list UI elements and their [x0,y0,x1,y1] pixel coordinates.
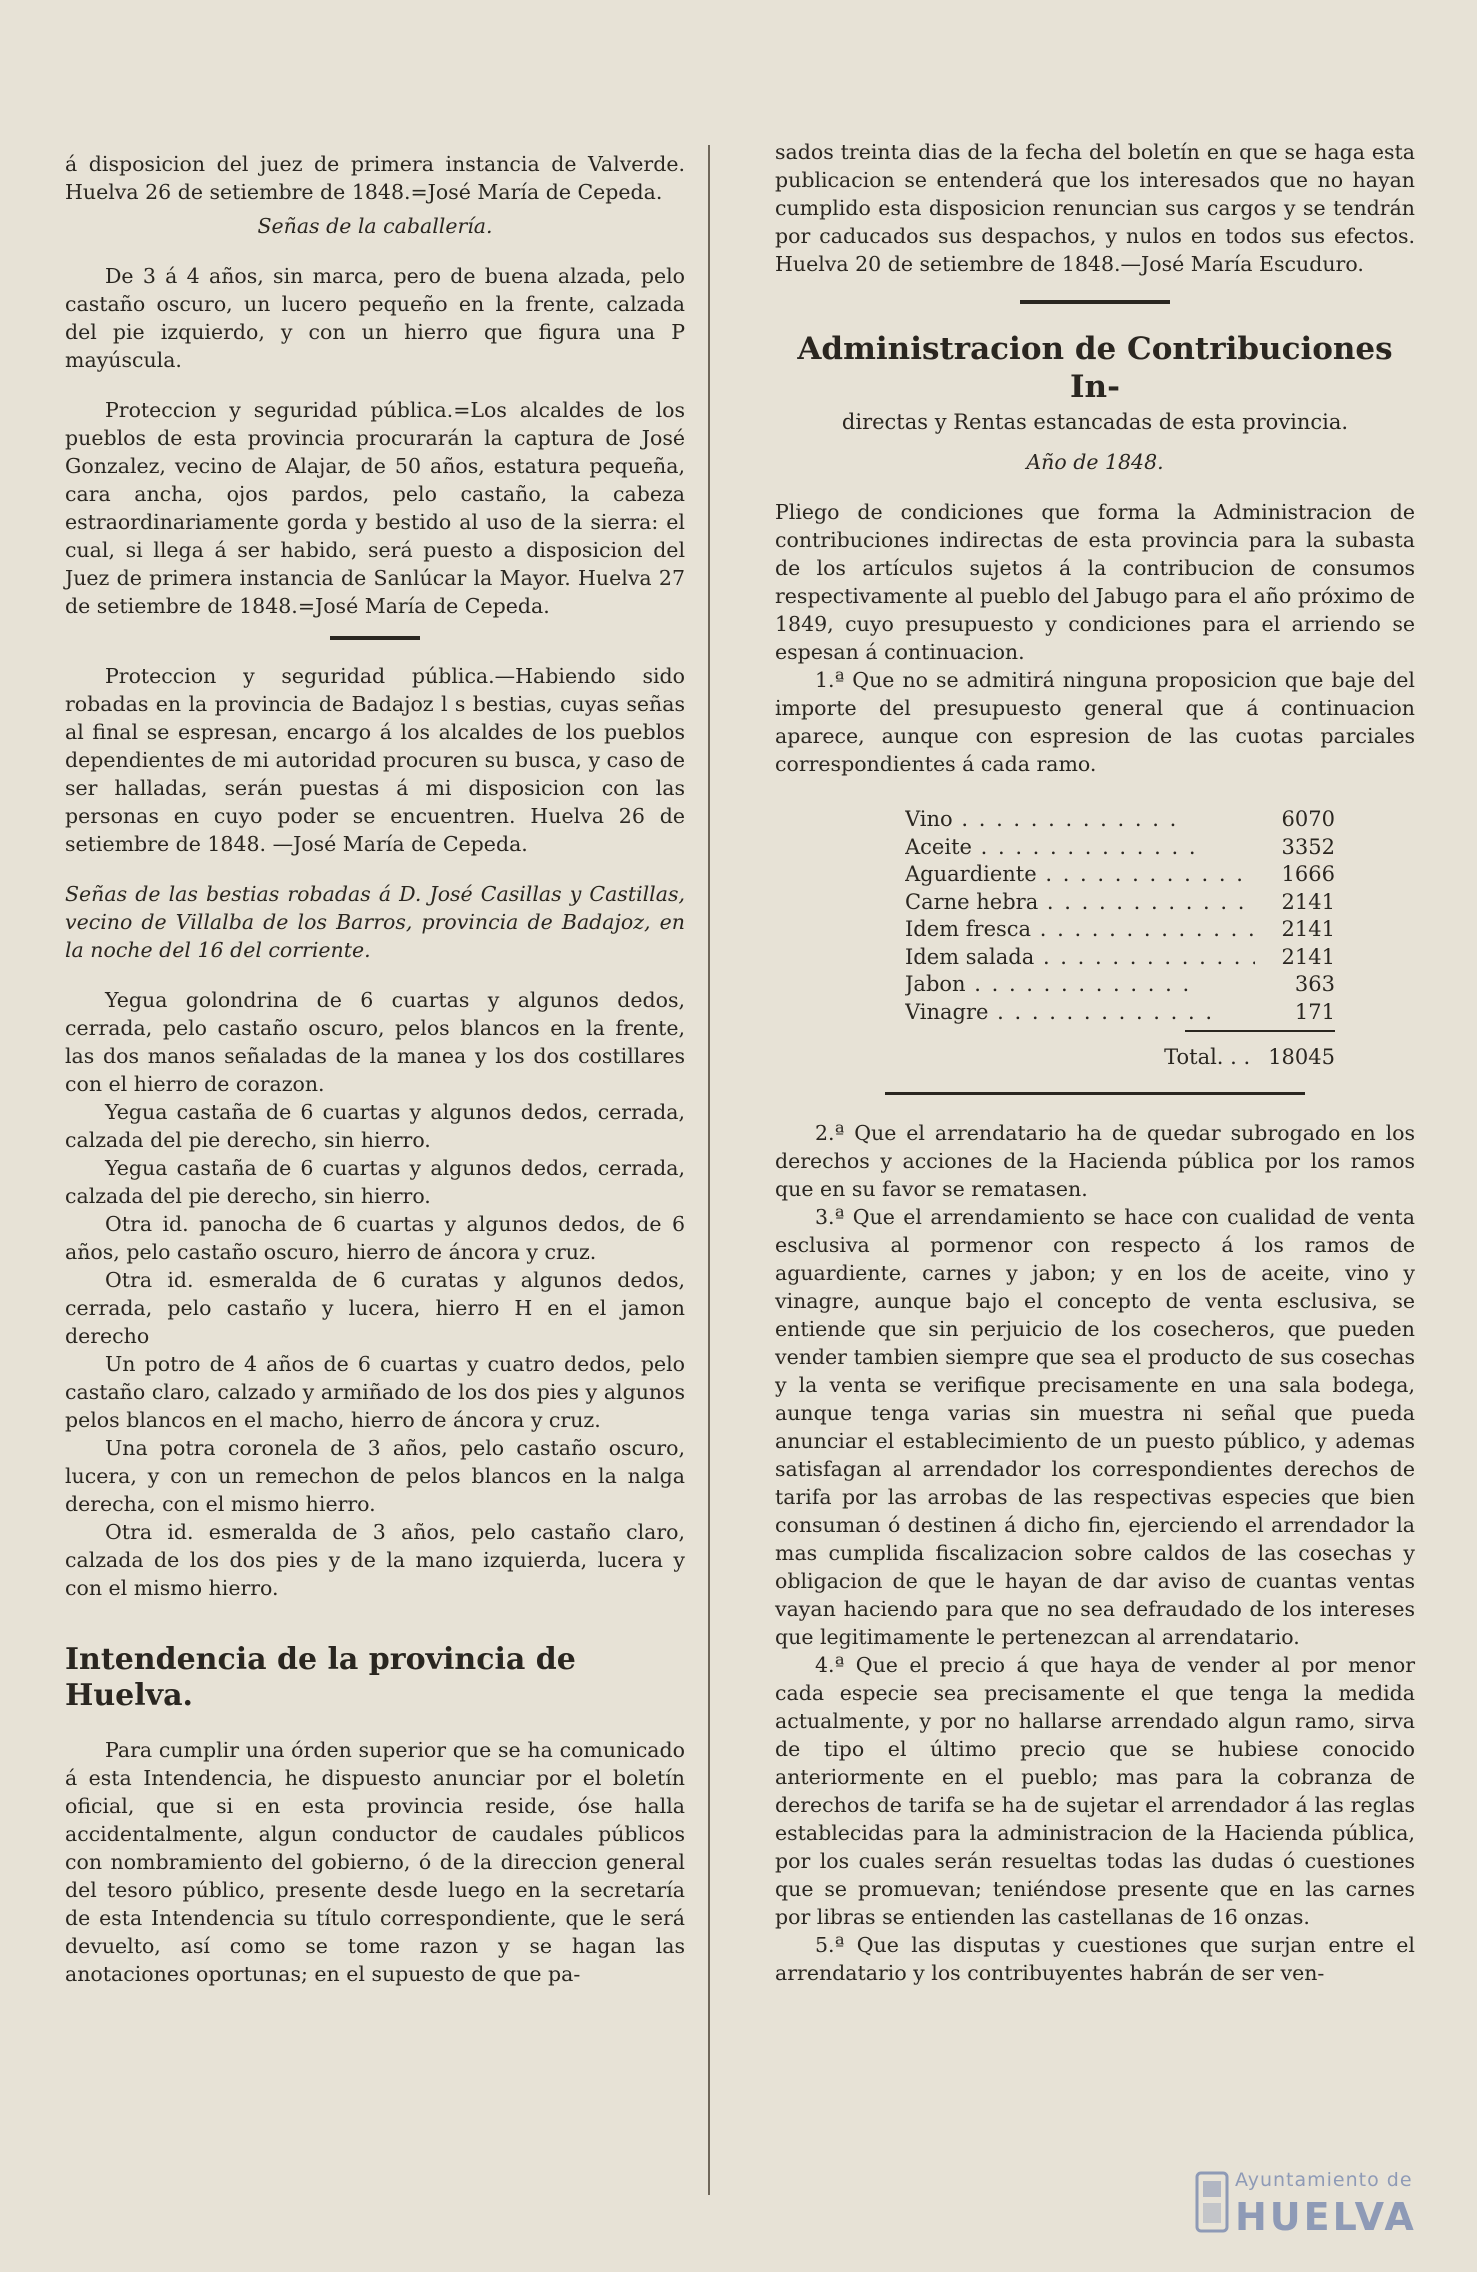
paragraph-yegua-golondrina: Yegua golondrina de 6 cuartas y algunos dedos, cerrada, pelo castaño oscuro, pelos blancos en la frente, las dos manos señaladas de la manea y los dos costillares con el hierro de corazon. [65,988,685,1096]
budget-item-value: 171 [1294,999,1335,1024]
subheading-administracion: directas y Rentas estancadas de esta provincia. [841,410,1349,434]
budget-item-value: 2141 [1281,889,1335,914]
paragraph-pliego: Pliego de condiciones que forma la Administracion de contribuciones indirectas de esta provincia para la subasta de los artículos sujetos á la contribucion de consumos respectivamente al pueblo del Jabugo para el año próximo de 1849, cuyo presupuesto y condiciones para el arriendo se espesan á continuacion. [775,500,1415,664]
paragraph-continuacion: sados treinta dias de la fecha del boletín en que se haga esta publicacion se entenderá que los interesados que no hayan cumplido esta disposicion renuncian sus cargos y se tendrán por caducados sus despachos, y nulos en todos sus efectos. Huelva 20 de setiembre de 1848.—José María Escuduro. [775,140,1415,276]
logo-line-1: Ayuntamiento de [1235,2169,1413,2191]
paragraph-yegua-castana-2: Yegua castaña de 6 cuartas y algunos dedos, cerrada, calzada del pie derecho, sin hierro. [65,1156,685,1208]
budget-item-name: Idem fresca . . . [905,916,1255,944]
paragraph-valverde: á disposicion del juez de primera instancia de Valverde. Huelva 26 de setiembre de 1848.=José María de Cepeda. [65,152,685,204]
right-column [775,138,1415,1987]
heading-intendencia: Intendencia de la provincia de Huelva. [65,1642,576,1713]
column-divider [708,145,710,2195]
budget-item-value: 3352 [1281,834,1335,859]
paragraph-otra-esmeralda-3: Otra id. esmeralda de 3 años, pelo castaño claro, calzada de los dos pies y de la mano izquierda, lucera y con el mismo hierro. [65,1520,685,1600]
budget-total-label: Total. . . [1164,1045,1251,1069]
budget-item-value: 6070 [1281,807,1335,831]
left-column [65,150,685,1988]
paragraph-captura-jose-gonzalez: Proteccion y seguridad pública.=Los alcaldes de los pueblos de esta provincia procurarán la captura de José Gonzalez, vecino de Alajar, de 50 años, estatura pequeña, cara ancha, ojos pardos, pelo castaño, la cabeza estraordinariamente gorda y bestido al uso de la sierra: el cual, si llega á ser habido, será puesto a disposicion del Juez de primera instancia de Sanlúcar la Mayor. Huelva 27 de setiembre de 1848.=José María de Cepeda. [65,398,685,618]
budget-item-value: 2141 [1281,944,1335,969]
budget-row-vino [905,806,1335,834]
budget-row-vinagre [905,999,1335,1027]
paragraph-potra-coronela: Una potra coronela de 3 años, pelo castaño oscuro, lucera, y con un remechon de pelos blancos en la nalga derecha, con el mismo hierro. [65,1436,685,1516]
paragraph-otra-esmeralda: Otra id. esmeralda de 6 curatas y algunos dedos, cerrada, pelo castaño y lucera, hierro H en el jamon derecho [65,1268,685,1348]
section-separator [330,636,420,640]
budget-total-value: 18045 [1268,1045,1335,1069]
section-separator [885,1092,1305,1095]
budget-row-idem-salada [905,944,1335,972]
budget-item-name: Carne hebra . . . [905,889,1255,917]
budget-item-value: 1666 [1281,862,1335,886]
budget-item-name: Jabon . . . [905,971,1255,999]
condition-5: 5.ª Que las disputas y cuestiones que surjan entre el arrendatario y los contribuyentes habrán de ser ven- [775,1932,1415,1985]
logo-line-2: HUELVA [1235,2195,1417,2239]
paragraph-otra-panocha: Otra id. panocha de 6 cuartas y algunos dedos, de 6 años, pelo castaño oscuro, hierro de áncora y cruz. [65,1212,685,1264]
condition-4: 4.ª Que el precio á que haya de vender al por menor cada especie sea precisamente el que tenga la medida actualmente, y por no hallarse arrendado algun ramo, sirva de tipo el último precio que se hubiese conocido anteriormente en el pueblo; mas para la cobranza de derechos de tarifa se ha de sujetar el arrendador á las reglas establecidas para la administracion de la Hacienda pública, por los cuales serán resueltas todas las dudas ó cuestiones que se promuevan; teniéndose presente que en las carnes por libras se entienden las castellanas de 16 onzas. [775,1652,1415,1929]
budget-row-aguardiente [905,861,1335,889]
budget-item-name: Vino . . . [905,806,1255,834]
budget-total-row [905,1044,1335,1072]
budget-item-name: Aguardiente . . . [905,861,1255,889]
coat-of-arms-icon [1195,2171,1229,2233]
year-label: Año de 1848. [1026,450,1164,474]
paragraph-bestias-robadas: Proteccion y seguridad pública.—Habiendo sido robadas en la provincia de Badajoz l s bestias, cuyas señas al final se espresan, encargo á los alcaldes de los pueblos dependientes de mi autoridad procuren su busca, y caso de ser halladas, serán puestas á mi disposicion con las personas en cuyo poder se encuentren. Huelva 26 de setiembre de 1848. —José María de Cepeda. [65,664,685,856]
budget-row-carne-hebra [905,889,1335,917]
budget-item-name: Aceite . . . [905,834,1255,862]
paragraph-potro: Un potro de 4 años de 6 cuartas y cuatro dedos, pelo castaño claro, calzado y armiñado de los dos pies y algunos pelos blancos en el macho, hierro de áncora y cruz. [65,1352,685,1432]
budget-item-value: 2141 [1281,917,1335,941]
ayuntamiento-huelva-logo [1195,2165,1425,2245]
paragraph-caballeria-description: De 3 á 4 años, sin marca, pero de buena alzada, pelo castaño oscuro, un lucero pequeño en la frente, calzada del pie izquierdo, y con un hierro que figura una P mayúscula. [65,264,685,372]
budget-row-idem-fresca [905,916,1335,944]
paragraph-yegua-castana-1: Yegua castaña de 6 cuartas y algunos dedos, cerrada, calzada del pie derecho, sin hierro. [65,1100,685,1152]
heading-senas-bestias: Señas de las bestias robadas á D. José Casillas y Castillas, vecino de Villalba de los Barros, provincia de Badajoz, en la noche del 16 del corriente. [65,882,685,962]
condition-3: 3.ª Que el arrendamiento se hace con cualidad de venta esclusiva al pormenor con respecto á los ramos de aguardiente, carnes y jabon; y en los de aceite, vino y vinagre, aunque bajo el concepto de venta esclusiva, se entiende que sin perjuicio de los cosecheros, que pueden vender tambien siempre que sea el producto de sus cosechas y la venta se verifique precisamente en una sala bodega, aunque tenga varias sin muestra ni señal que pueda anunciar el establecimiento de un puesto público, y ademas satisfagan al arrendador los correspondientes derechos de tarifa por las arrobas de las respectivas especies que bien consuman ó destinen á dicho fin, ejerciendo el arrendador la mas cumplida fiscalizacion sobre caldos de las cosechas y obligacion de que le hayan de dar aviso de cuantas ventas vayan haciendo para que no sea defraudado de los intereses que legitimamente le pertenezcan al arrendatario. [775,1204,1415,1649]
condition-1: 1.ª Que no se admitirá ninguna proposicion que baje del importe del presupuesto general que á continuacion aparece, aunque con espresion de las cuotas parciales correspondientes á cada ramo. [775,668,1415,776]
sum-line [1185,1030,1335,1032]
budget-table [905,806,1335,1072]
budget-item-name: Idem salada . . . [905,944,1255,972]
budget-row-jabon [905,971,1335,999]
paragraph-intendencia: Para cumplir una órden superior que se ha comunicado á esta Intendencia, he dispuesto anunciar por el boletín oficial, que si en esta provincia reside, óse halla accidentalmente, algun conductor de caudales públicos con nombramiento del gobierno, ó de la direccion general del tesoro público, presente desde luego en la secretaría de esta Intendencia su título correspondiente, que le será devuelto, así como se tome razon y se hagan las anotaciones oportunas; en el supuesto de que pa- [65,1738,685,1986]
condition-2: 2.ª Que el arrendatario ha de quedar subrogado en los derechos y acciones de la Hacienda pública por los ramos que en su favor se rematasen. [775,1120,1415,1201]
budget-row-aceite [905,834,1335,862]
heading-senas-caballeria: Señas de la caballería. [257,214,493,238]
heading-administracion: Administracion de Contribuciones In- [797,331,1393,405]
section-separator [1020,300,1170,304]
budget-item-name: Vinagre . . . [905,999,1255,1027]
budget-item-value: 363 [1294,972,1335,996]
